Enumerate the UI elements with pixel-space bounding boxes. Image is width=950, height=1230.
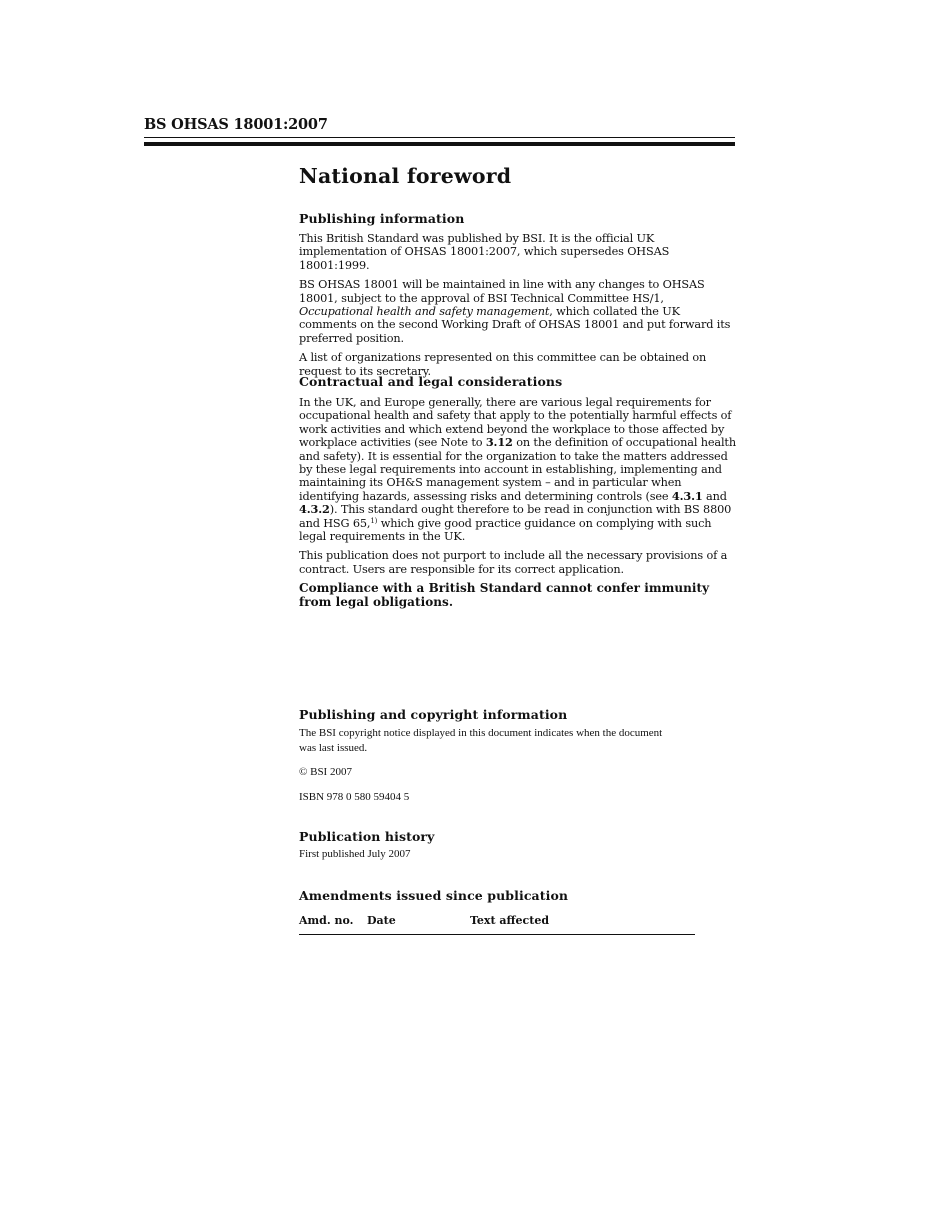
committee-name: Occupational health and safety management bbox=[299, 305, 550, 319]
contractual-text-b: on the definition of occupational health and safety). It is essential for the organization to take the matters addressed by these legal requirements into account in establishing, implementing and maintaining its OH&S management system – and in particular when identifying hazards, assessing risks and determining controls (see bbox=[299, 436, 736, 503]
copyright-line: © BSI 2007 bbox=[299, 766, 352, 778]
page-title: National foreword bbox=[299, 164, 512, 188]
clause-ref-4-3-1: 4.3.1 bbox=[671, 488, 703, 503]
first-published: First published July 2007 bbox=[299, 848, 411, 860]
contractual-text-e: which give good practice guidance on complying with such legal requirements in the UK. bbox=[299, 516, 712, 544]
contractual-paragraph-1 bbox=[299, 396, 739, 543]
isbn: ISBN 978 0 580 59404 5 bbox=[299, 790, 410, 803]
compliance-statement: Compliance with a British Standard cannot confer immunity from legal obligations. bbox=[299, 581, 710, 609]
amendments-section bbox=[299, 888, 739, 903]
publishing-information-heading: Publishing information bbox=[299, 211, 465, 226]
publishing-information-section bbox=[299, 211, 739, 378]
contractual-heading: Contractual and legal considerations bbox=[299, 374, 563, 389]
document-identifier: BS OHSAS 18001:2007 bbox=[144, 116, 328, 133]
publishing-paragraph-2-text-a: BS OHSAS 18001 will be maintained in line with any changes to OHSAS 18001, subject to the approval of BSI Technical Committee HS/1, bbox=[299, 278, 705, 305]
amendments-table-header bbox=[299, 914, 695, 935]
copyright-heading: Publishing and copyright information bbox=[299, 707, 568, 722]
column-date: Date bbox=[367, 914, 396, 927]
amendments-heading: Amendments issued since publication bbox=[299, 888, 569, 903]
publication-history-heading: Publication history bbox=[299, 829, 435, 844]
publishing-paragraph-1: This British Standard was published by BSI. It is the official UK implementation of OHSAS 18001:2007, which supersedes OHSAS 18001:1999. bbox=[299, 232, 670, 272]
publishing-paragraph-2-text-b: , which collated the UK comments on the second Working Draft of OHSAS 18001 and put forward its preferred position. bbox=[299, 305, 731, 345]
contractual-paragraph-2: This publication does not purport to include all the necessary provisions of a contract. Users are responsible for its correct application. bbox=[299, 549, 728, 576]
clause-ref-3-12: 3.12 bbox=[485, 435, 513, 450]
header-rule-thick bbox=[144, 142, 735, 146]
column-amd-no: Amd. no. bbox=[299, 914, 354, 927]
column-text-affected: Text affected bbox=[470, 914, 550, 927]
copyright-notice: The BSI copyright notice displayed in this document indicates when the document was last issued. bbox=[299, 727, 663, 754]
contractual-text-a: In the UK, and Europe generally, there are various legal requirements for occupational health and safety that apply to the potentially harmful effects of work activities and which extend beyond the workplace to those affected by workplace activities (see Note to bbox=[299, 396, 732, 450]
contractual-section bbox=[299, 374, 739, 609]
copyright-section bbox=[299, 707, 669, 804]
header-rule-thin bbox=[144, 137, 735, 138]
clause-ref-4-3-2: 4.3.2 bbox=[299, 502, 330, 517]
publishing-paragraph-2 bbox=[299, 278, 739, 345]
publication-history-section bbox=[299, 829, 739, 862]
contractual-text-c: and bbox=[702, 489, 727, 503]
publishing-paragraph-3: A list of organizations represented on this committee can be obtained on request to its secretary. bbox=[299, 351, 707, 378]
contractual-text-d: ). This standard ought therefore to be read in conjunction with BS 8800 and HSG 65, bbox=[299, 503, 732, 530]
footnote-marker: 1) bbox=[370, 516, 378, 525]
